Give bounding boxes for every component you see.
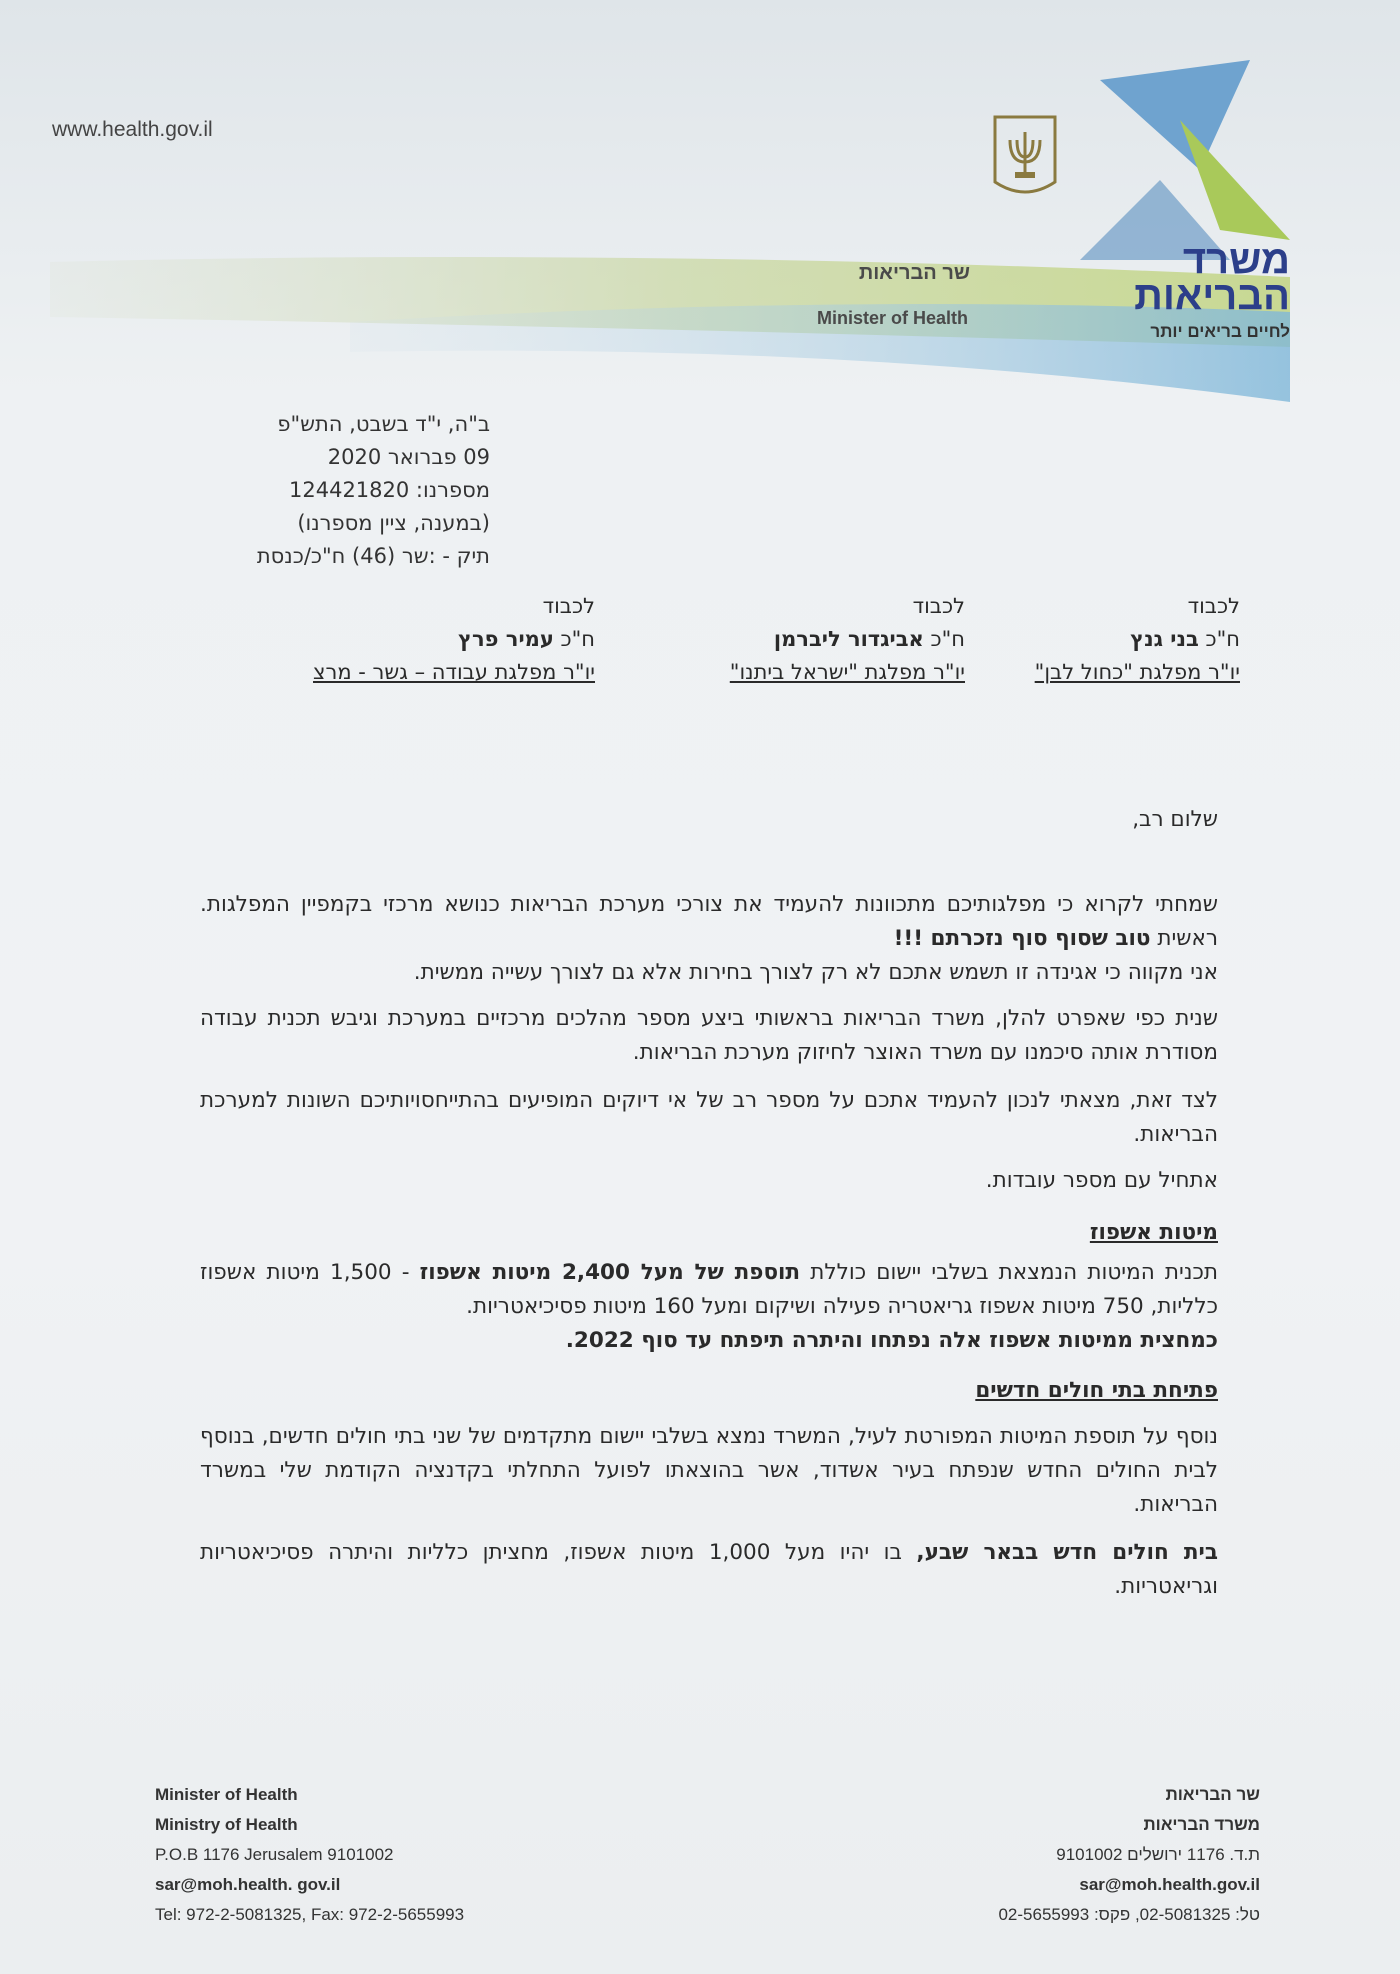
header-title-hebrew: שר הבריאות [858, 262, 970, 284]
hebrew-date: ב"ה, י"ד בשבט, התש"פ [277, 412, 490, 436]
addressee-prefix: ח"כ [1198, 627, 1240, 651]
addressee-title: יו"ר מפלגת "ישראל ביתנו" [729, 660, 965, 684]
logo-line-1: משרד [1182, 238, 1290, 282]
footer-hebrew [998, 1780, 1260, 1930]
p7-bold: בית חולים חדש בבאר שבע, [916, 1540, 1218, 1565]
addressee-title: יו"ר מפלגת "כחול לבן" [1034, 660, 1240, 684]
addressee-honorific: לכבוד [912, 594, 965, 618]
paragraph-4: אתחיל עם מספר עובדות. [985, 1168, 1218, 1193]
logo-tagline: לחיים בריאים יותר [1150, 322, 1290, 341]
addressee-name: אביגדור ליברמן [773, 627, 924, 651]
footer-line: משרד הבריאות [1143, 1815, 1260, 1834]
letter-meta [257, 408, 490, 573]
header-band-graphic [50, 252, 1290, 402]
addressee-title: יו"ר מפלגת עבודה – גשר - מרצ [313, 660, 595, 684]
footer-address: ת.ד. 1176 ירושלים 9101002 [1056, 1845, 1260, 1864]
date: 09 פברואר 2020 [327, 445, 490, 469]
addressee-3 [313, 590, 595, 689]
logo-line-2: הבריאות [1134, 274, 1290, 318]
heading-new-hospitals: פתיחת בתי חולים חדשים [975, 1378, 1218, 1403]
p5-text-2: - 1,500 מיטות אשפוז כלליות, 750 מיטות אשפוז גריאטריה פעילה ושיקום ומעל 160 מיטות פסיכיאטריות. [200, 1260, 1218, 1319]
paragraph-5 [200, 1256, 1218, 1358]
reply-note: (במענה, ציין מספרנו) [297, 511, 490, 535]
addressee-honorific: לכבוד [542, 594, 595, 618]
state-emblem-icon [990, 112, 1060, 202]
addressee-1 [1035, 590, 1240, 689]
reference-number: מספרנו: 124421820 [289, 478, 490, 502]
p5-bold: תוספת של מעל 2,400 מיטות אשפוז [419, 1260, 801, 1285]
ministry-logo [1134, 238, 1290, 342]
footer-line: Minister of Health [155, 1785, 298, 1804]
footer-phone: טל: 02-5081325, פקס: 02-5655993 [998, 1905, 1260, 1924]
p5-text: תכנית המיטות הנמצאת בשלבי יישום כוללת [800, 1260, 1218, 1285]
p1-line: אני מקווה כי אגינדה זו תשמש אתכם לא רק לצורך בחירות אלא גם לצורך עשייה ממשית. [413, 960, 1218, 985]
website-url: www.health.gov.il [52, 118, 213, 141]
paragraph-2: שנית כפי שאפרט להלן, משרד הבריאות בראשותי ביצע מספר מהלכים מרכזיים במערכת וגיבש תכנית עבודה מסודרת אותה סיכמנו עם משרד האוצר לחיזוק מערכת הבריאות. [200, 1006, 1218, 1065]
paragraph-3: לצד זאת, מצאתי לנכון להעמיד אתכם על מספר רב של אי דיוקים המופיעים בהתייחסויותיכם השונות למערכת הבריאות. [200, 1088, 1218, 1147]
footer-email[interactable]: sar@moh.health.gov.il [1079, 1875, 1260, 1894]
footer-english [155, 1780, 464, 1930]
footer-line: Ministry of Health [155, 1815, 298, 1834]
paragraph-1 [200, 888, 1218, 990]
p7-text: בו יהיו מעל 1,000 מיטות אשפוז, מחציתן כלליות והיתרה פסיכיאטריות וגריאטריות. [200, 1540, 1218, 1599]
addressee-prefix: ח"כ [553, 627, 595, 651]
heading-hospital-beds: מיטות אשפוז [1089, 1220, 1218, 1245]
footer-phone: Tel: 972-2-5081325, Fax: 972-2-5655993 [155, 1905, 465, 1924]
paragraph-7 [200, 1536, 1218, 1604]
footer-line: שר הבריאות [1165, 1785, 1260, 1804]
file-reference: תיק - :שר (46) ח"כ/כנסת [256, 544, 490, 568]
addressee-2 [730, 590, 965, 689]
footer-email[interactable]: sar@moh.health. gov.il [155, 1875, 341, 1894]
addressee-name: בני גנץ [1130, 627, 1199, 651]
p1-bold: טוב שסוף סוף נזכרתם !!! [893, 926, 1151, 951]
paragraph-6: נוסף על תוספת המיטות המפורטת לעיל, המשרד נמצא בשלבי יישום מתקדמים של שני בתי חולים חדשים, בנוסף לבית החולים החדש שנפתח בעיר אשדוד, אשר בהוצאתו לפועל התחלתי בקדנציה הקודמת שלי במשרד הבריאות. [200, 1424, 1218, 1517]
header-title-english: Minister of Health [816, 308, 968, 328]
logo-wing-graphic [1080, 60, 1300, 260]
addressee-prefix: ח"כ [923, 627, 965, 651]
p5-bold-2: כמחצית ממיטות אשפוז אלה נפתחו והיתרה תיפתח עד סוף 2022. [565, 1328, 1218, 1353]
addressee-name: עמיר פרץ [458, 627, 554, 651]
greeting: שלום רב, [1132, 807, 1218, 832]
footer-address: P.O.B 1176 Jerusalem 9101002 [155, 1845, 394, 1864]
addressee-honorific: לכבוד [1187, 594, 1240, 618]
p1-text: שמחתי לקרוא כי מפלגותיכם מתכוונות להעמיד את צורכי מערכת הבריאות כנושא מרכזי בקמפיין המפלגות. ראשית [200, 892, 1218, 951]
